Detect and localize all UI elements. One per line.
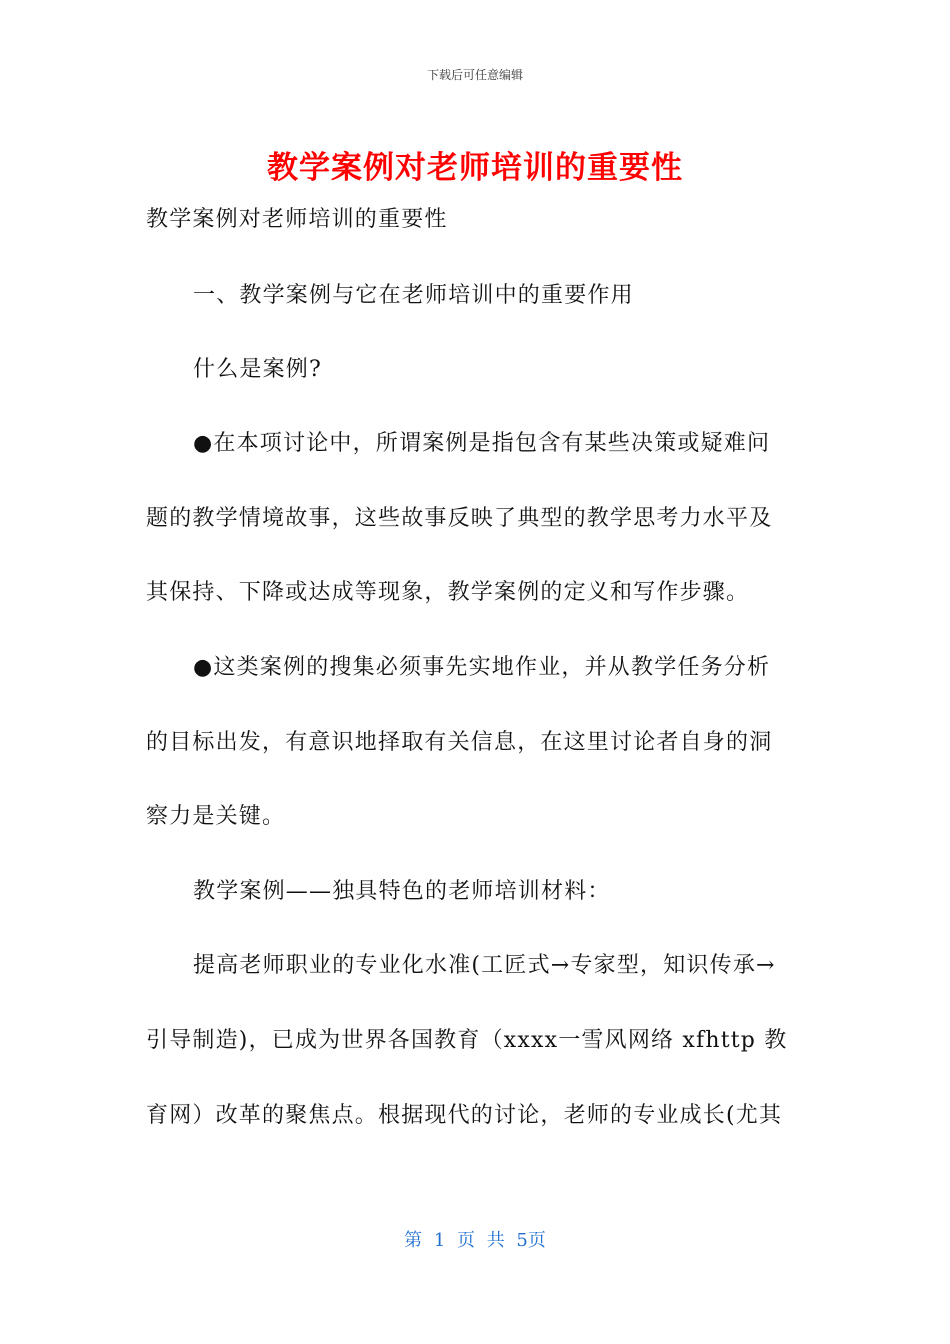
body-line-subtitle: 教学案例对老师培训的重要性 — [146, 207, 448, 232]
body-line: 其保持、下降或达成等现象，教学案例的定义和写作步骤。 — [146, 580, 750, 605]
body-line-question: 什么是案例? — [193, 357, 322, 382]
header-note: 下载后可任意编辑 — [426, 68, 523, 82]
body-line: 引导制造)，已成为世界各国教育（xxxx一雪风网络 xfhttp 教 — [146, 1028, 788, 1053]
body-line-bullet-2: ●这类案例的搜集必须事先实地作业，并从教学任务分析 — [193, 655, 771, 680]
body-line: 的目标出发，有意识地择取有关信息，在这里讨论者自身的洞 — [146, 730, 773, 755]
body-line: 察力是关键。 — [146, 804, 286, 829]
body-line-subheading: 教学案例——独具特色的老师培训材料： — [193, 879, 611, 904]
body-line: 育网）改革的聚焦点。根据现代的讨论，老师的专业成长(尤其 — [146, 1103, 783, 1128]
body-line-paragraph-start: 提高老师职业的专业化水准(工匠式→专家型，知识传承→ — [193, 953, 776, 978]
body-line: 题的教学情境故事，这些故事反映了典型的教学思考力水平及 — [146, 506, 773, 531]
page-number-footer: 第 1 页 共 5页 — [404, 1230, 546, 1251]
document-title: 教学案例对老师培训的重要性 — [267, 150, 683, 186]
body-line-section-heading: 一、教学案例与它在老师培训中的重要作用 — [193, 283, 634, 308]
body-line-bullet-1: ●在本项讨论中，所谓案例是指包含有某些决策或疑难问 — [193, 431, 771, 456]
